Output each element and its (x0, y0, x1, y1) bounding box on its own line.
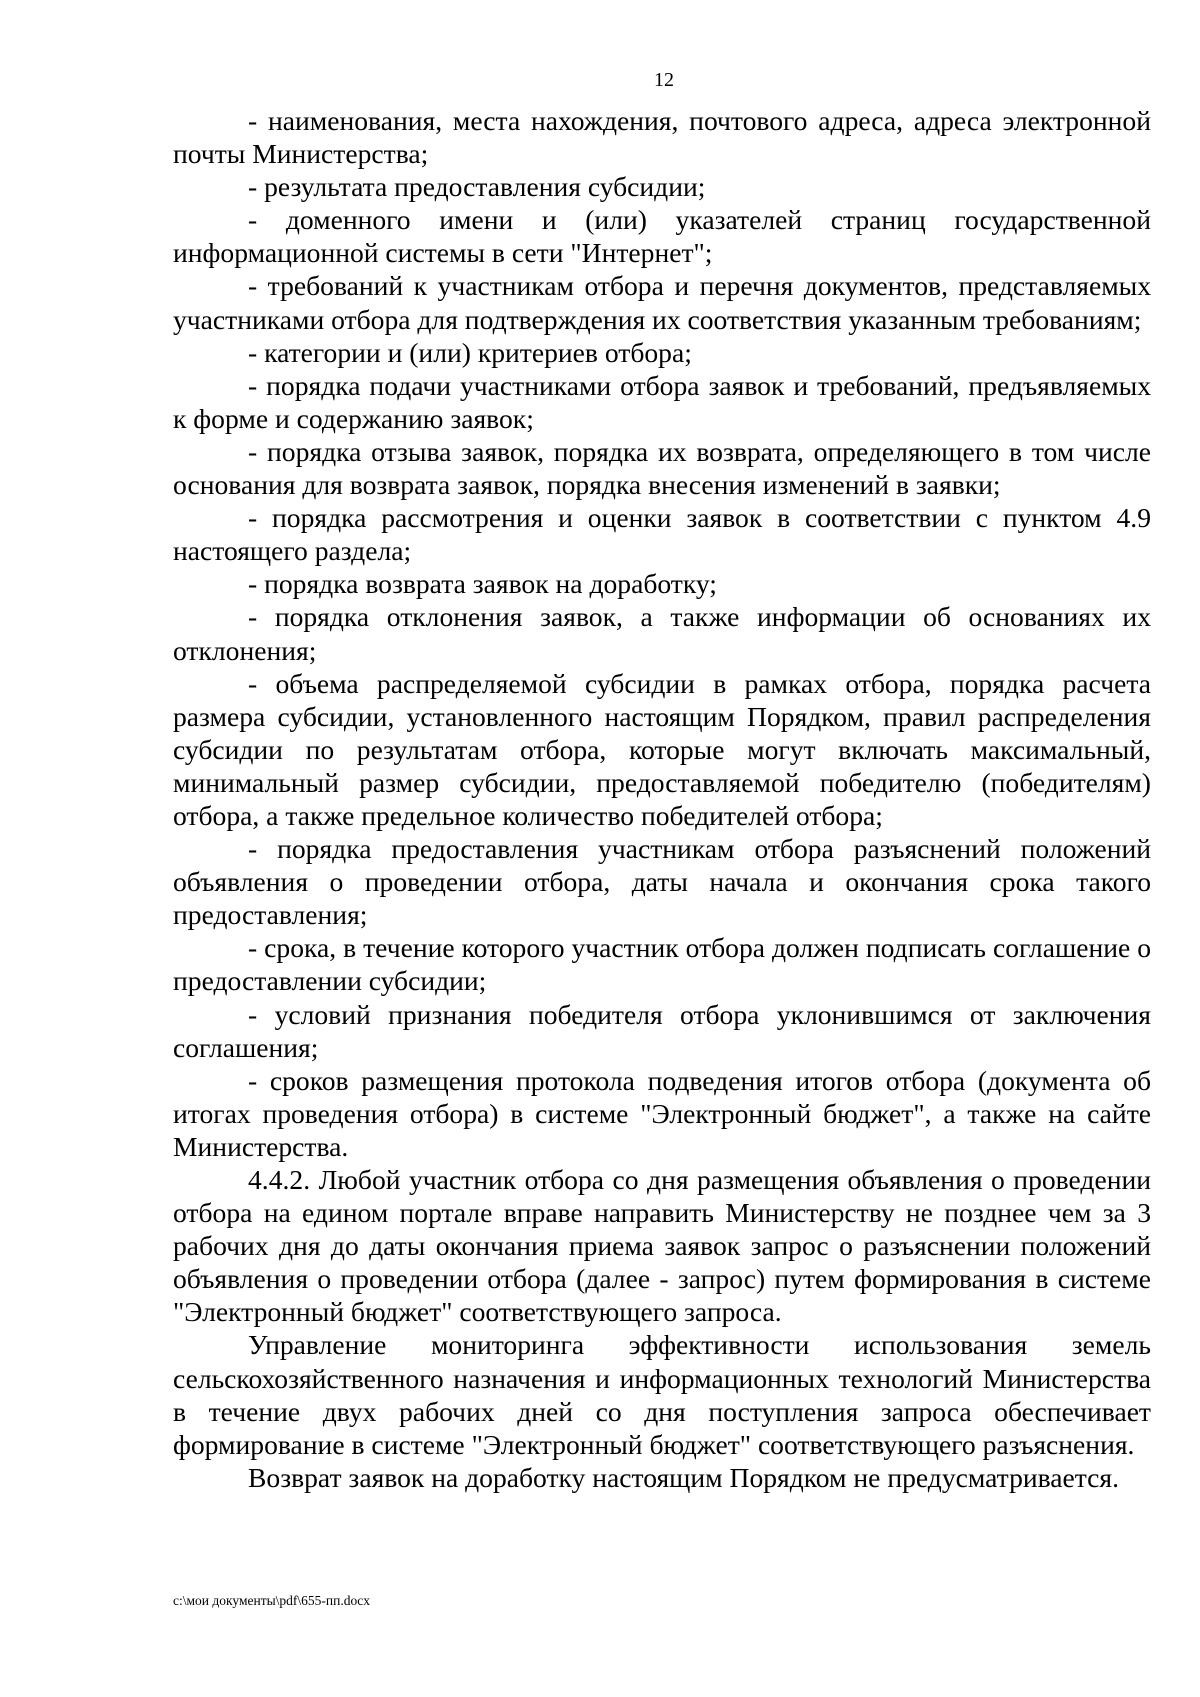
paragraph-agreement-deadline: - срока, в течение которого участник отбора должен подписать соглашение о предоставлении субсидии; (173, 932, 1151, 997)
page-number: 12 (654, 69, 674, 91)
paragraph-ministry-contacts: - наименования, места нахождения, почтового адреса, адреса электронной почты Министерства; (173, 105, 1151, 170)
document-body (173, 104, 1151, 1494)
paragraph-subsidy-result: - результата предоставления субсидии; (248, 171, 706, 203)
paragraph-participant-requirements: - требований к участникам отбора и перечня документов, представляемых участниками отбора для подтверждения их соответствия указанным требованиям; (173, 270, 1151, 335)
paragraph-protocol-publication: - сроков размещения протокола подведения итогов отбора (документа об итогах проведения отбора) в системе "Электронный бюджет", а также на сайте Министерства. (173, 1064, 1151, 1162)
paragraph-section-4-4-2: 4.4.2. Любой участник отбора со дня размещения объявления о проведении отбора на едином портале вправе направить Министерству не позднее чем за 3 рабочих дня до даты окончания приема заявок запрос о разъяснении положений объявления о проведении отбора (далее - запрос) путем формирования в системе "Электронный бюджет" соответствующего запроса. (173, 1164, 1151, 1328)
paragraph-domain-name: - доменного имени и (или) указателей страниц государственной информационной системы в сети "Интернет"; (173, 204, 1151, 269)
paragraph-monitoring-department: Управление мониторинга эффективности использования земель сельскохозяйственного назначения и информационных технологий Министерства в течение двух рабочих дней со дня поступления запроса обеспечивает формирование в системе "Электронный бюджет" соответствующего разъяснения. (173, 1329, 1151, 1460)
paragraph-selection-criteria: - категории и (или) критериев отбора; (248, 336, 692, 368)
paragraph-subsidy-volume: - объема распределяемой субсидии в рамках отбора, порядка расчета размера субсидии, установленного настоящим Порядком, правил распределения субсидии по результатам отбора, которые могут включать максимальный, минимальный размер субсидии, предоставляемой победителю (победителям) отбора, а также предельное количество победителей отбора; (173, 667, 1151, 831)
paragraph-winner-evasion: - условий признания победителя отбора уклонившимся от заключения соглашения; (173, 998, 1151, 1063)
paragraph-application-withdrawal: - порядка отзыва заявок, порядка их возврата, определяющего в том числе основания для возврата заявок, порядка внесения изменений в заявки; (173, 435, 1151, 501)
paragraph-application-review: - порядка рассмотрения и оценки заявок в соответствии с пунктом 4.9 настоящего раздела; (173, 502, 1151, 567)
paragraph-application-rejection: - порядка отклонения заявок, а также информации об основаниях их отклонения; (173, 601, 1151, 666)
paragraph-application-return: - порядка возврата заявок на доработку; (248, 568, 717, 600)
paragraph-no-return: Возврат заявок на доработку настоящим Порядком не предусматривается. (248, 1461, 1120, 1493)
paragraph-application-submission: - порядка подачи участниками отбора заявок и требований, предъявляемых к форме и содержанию заявок; (173, 369, 1151, 434)
footer-file-path: c:\мои документы\pdf\655-пп.docx (173, 1593, 370, 1608)
paragraph-clarifications: - порядка предоставления участникам отбора разъяснений положений объявления о проведении отбора, даты начала и окончания срока такого предоставления; (173, 833, 1151, 931)
